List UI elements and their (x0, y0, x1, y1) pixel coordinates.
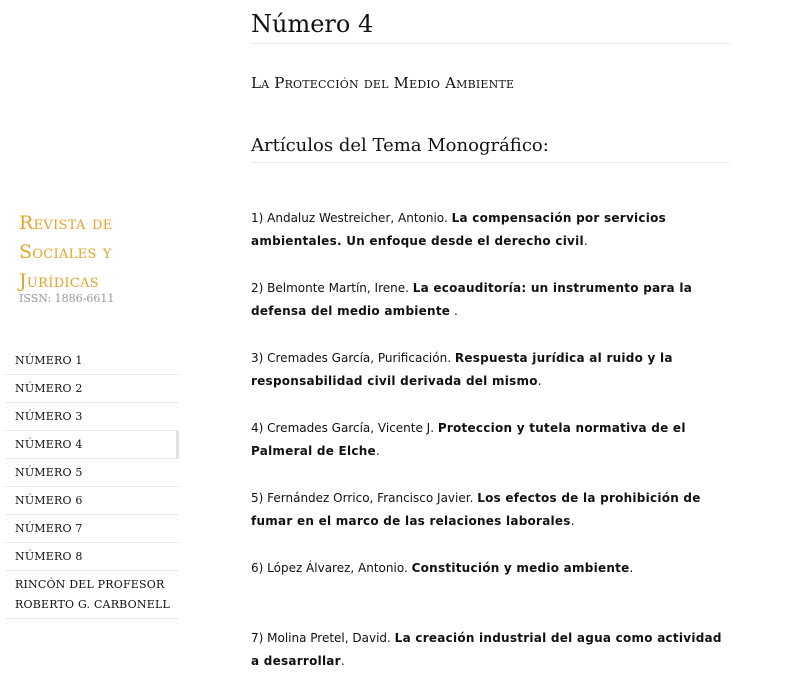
article-item (251, 417, 731, 463)
article-list (251, 207, 731, 673)
page-title: Número 4 (251, 0, 731, 44)
issn: ISSN: 1886-6611 (19, 292, 115, 305)
article-author: 6) López Álvarez, Antonio. (251, 561, 412, 575)
issue-theme: La Protección del Medio Ambiente (251, 74, 515, 92)
article-item (251, 627, 731, 673)
article-suffix: . (340, 654, 345, 668)
nav-item-numero-7[interactable]: NÚMERO 7 (5, 515, 179, 543)
article-suffix: . (450, 304, 458, 318)
article-suffix: . (629, 561, 634, 575)
article-title-link[interactable]: Respuesta jurídica al ruido y la responsabilidad civil derivada del mismo (251, 351, 673, 388)
nav-item-numero-8[interactable]: NÚMERO 8 (5, 543, 179, 571)
section-heading: Artículos del Tema Monográfico: (251, 135, 731, 163)
nav-item-label-line1: RINCÓN DEL PROFESOR (15, 577, 165, 591)
article-item (251, 207, 731, 253)
article-suffix: . (570, 514, 575, 528)
nav-item-numero-3[interactable]: NÚMERO 3 (5, 403, 179, 431)
main-content (251, 0, 731, 697)
article-suffix: . (583, 234, 588, 248)
article-author: 2) Belmonte Martín, Irene. (251, 281, 413, 295)
nav-item-numero-6[interactable]: NÚMERO 6 (5, 487, 179, 515)
site-title[interactable]: Revista de Sociales y Jurídicas (19, 212, 113, 292)
nav-item-numero-1[interactable]: NÚMERO 1 (5, 347, 179, 375)
article-author: 7) Molina Pretel, David. (251, 631, 395, 645)
sidebar (0, 0, 190, 657)
article-author: 3) Cremades García, Purificación. (251, 351, 455, 365)
article-author: 4) Cremades García, Vicente J. (251, 421, 438, 435)
article-title-link[interactable]: La compensación por servicios ambientales. Un enfoque desde el derecho civil (251, 211, 666, 248)
article-item (251, 557, 731, 603)
article-item (251, 347, 731, 393)
article-title-link[interactable]: Proteccion y tutela normativa de el Palmeral de Elche (251, 421, 686, 458)
article-item (251, 277, 731, 323)
nav-item-numero-5[interactable]: NÚMERO 5 (5, 459, 179, 487)
article-title-link[interactable]: La ecoauditoría: un instrumento para la defensa del medio ambiente (251, 281, 693, 318)
nav-item-label-line2: ROBERTO G. CARBONELL (15, 597, 170, 611)
article-title-link[interactable]: Constitución y medio ambiente (411, 561, 630, 575)
article-author: 1) Andaluz Westreicher, Antonio. (251, 211, 452, 225)
article-title-link[interactable]: La creación industrial del agua como actividad a desarrollar (251, 631, 722, 668)
nav-item-numero-4[interactable]: NÚMERO 4 (5, 431, 179, 459)
issue-nav (5, 347, 179, 619)
article-suffix: . (375, 444, 380, 458)
article-item (251, 487, 731, 533)
article-author: 5) Fernández Orrico, Francisco Javier. (251, 491, 478, 505)
article-title-link[interactable]: Los efectos de la prohibición de fumar en el marco de las relaciones laborales (251, 491, 701, 528)
nav-item-numero-2[interactable]: NÚMERO 2 (5, 375, 179, 403)
article-suffix: . (537, 374, 542, 388)
nav-item-rincon-profesor[interactable] (5, 571, 179, 619)
